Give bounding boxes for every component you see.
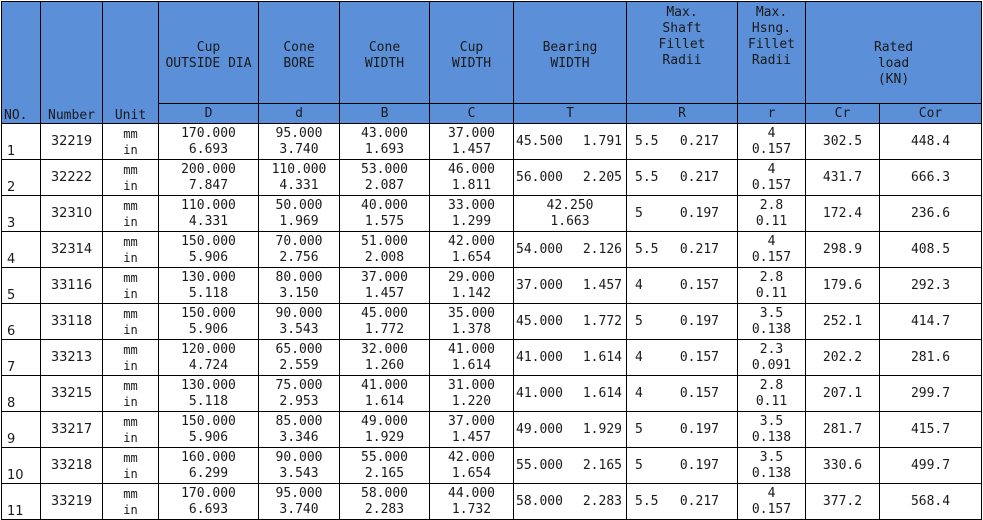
cell-R: 4 0.157 [627,268,738,304]
cell-r: 4 0.157 [738,124,806,160]
cell-Cr: 377.2 [806,484,880,520]
table-row [2,160,982,196]
cell-D: 160.000 6.299 [159,448,259,484]
cell-B: 51.000 2.008 [340,232,430,268]
cell-B: 45.000 1.772 [340,304,430,340]
cell-Cor: 448.4 [880,124,982,160]
cell-unit: mm in [103,268,159,304]
cell-B: 32.000 1.260 [340,340,430,376]
cell-no: 2 [2,160,41,196]
table-row [2,268,982,304]
cell-Cor: 499.7 [880,448,982,484]
cell-R: 4 0.157 [627,340,738,376]
header-number: Number [41,2,103,124]
cell-no: 3 [2,196,41,232]
cell-d: 50.000 1.969 [259,196,340,232]
cell-r: 4 0.157 [738,484,806,520]
cell-number: 33217 [41,412,103,448]
cell-r: 2.8 0.11 [738,196,806,232]
cell-C: 35.000 1.378 [430,304,514,340]
cell-D: 150.000 5.906 [159,232,259,268]
cell-Cr: 431.7 [806,160,880,196]
cell-R: 5.5 0.217 [627,484,738,520]
cell-no: 8 [2,376,41,412]
cell-D: 130.000 5.118 [159,268,259,304]
cell-no: 6 [2,304,41,340]
cell-T: 49.000 1.929 [514,412,627,448]
cell-B: 40.000 1.575 [340,196,430,232]
cell-d: 90.000 3.543 [259,304,340,340]
cell-C: 31.000 1.220 [430,376,514,412]
cell-Cor: 666.3 [880,160,982,196]
header-no: NO. [2,2,41,124]
cell-unit: mm in [103,412,159,448]
header-cup-width: Cup WIDTH [430,2,514,104]
cell-unit: mm in [103,232,159,268]
table-row [2,448,982,484]
header-hsng-fillet-radii: Max. Hsng. Fillet Radii [738,2,806,104]
cell-T: 41.000 1.614 [514,376,627,412]
bearing-spec-table [1,1,982,520]
cell-C: 29.000 1.142 [430,268,514,304]
table-row [2,412,982,448]
cell-Cor: 236.6 [880,196,982,232]
table-row [2,376,982,412]
cell-number: 33116 [41,268,103,304]
cell-Cor: 281.6 [880,340,982,376]
cell-d: 110.000 4.331 [259,160,340,196]
cell-R: 5 0.197 [627,448,738,484]
symbol-D: D [159,104,259,124]
cell-d: 95.000 3.740 [259,484,340,520]
cell-number: 33118 [41,304,103,340]
cell-C: 42.000 1.654 [430,232,514,268]
cell-unit: mm in [103,196,159,232]
cell-d: 80.000 3.150 [259,268,340,304]
cell-T: 45.000 1.772 [514,304,627,340]
cell-d: 75.000 2.953 [259,376,340,412]
cell-Cr: 172.4 [806,196,880,232]
cell-unit: mm in [103,484,159,520]
cell-r: 2.8 0.11 [738,376,806,412]
cell-D: 170.000 6.693 [159,484,259,520]
cell-unit: mm in [103,448,159,484]
cell-number: 33218 [41,448,103,484]
cell-number: 33215 [41,376,103,412]
cell-D: 170.000 6.693 [159,124,259,160]
cell-number: 33219 [41,484,103,520]
cell-R: 4 0.157 [627,376,738,412]
cell-B: 43.000 1.693 [340,124,430,160]
cell-unit: mm in [103,376,159,412]
cell-T: 45.500 1.791 [514,124,627,160]
symbol-C: C [430,104,514,124]
table-row [2,232,982,268]
table-row [2,196,982,232]
cell-T: 37.000 1.457 [514,268,627,304]
header-unit: Unit [103,2,159,124]
cell-no: 4 [2,232,41,268]
cell-B: 58.000 2.283 [340,484,430,520]
cell-no: 7 [2,340,41,376]
cell-B: 53.000 2.087 [340,160,430,196]
cell-C: 37.000 1.457 [430,412,514,448]
cell-number: 32219 [41,124,103,160]
symbol-Cr: Cr [806,104,880,124]
symbol-d: d [259,104,340,124]
cell-D: 130.000 5.118 [159,376,259,412]
header-cone-width: Cone WIDTH [340,2,430,104]
cell-number: 32310 [41,196,103,232]
cell-B: 49.000 1.929 [340,412,430,448]
cell-no: 1 [2,124,41,160]
cell-T: 41.000 1.614 [514,340,627,376]
header-cup-outside-dia: Cup OUTSIDE DIA [159,2,259,104]
cell-Cr: 298.9 [806,232,880,268]
cell-Cr: 252.1 [806,304,880,340]
cell-unit: mm in [103,124,159,160]
cell-Cr: 281.7 [806,412,880,448]
cell-T: 54.000 2.126 [514,232,627,268]
cell-unit: mm in [103,340,159,376]
cell-d: 65.000 2.559 [259,340,340,376]
cell-Cor: 408.5 [880,232,982,268]
cell-no: 11 [2,484,41,520]
header-bearing-width: Bearing WIDTH [514,2,627,104]
cell-D: 200.000 7.847 [159,160,259,196]
symbol-r: r [738,104,806,124]
cell-C: 42.000 1.654 [430,448,514,484]
table-row [2,340,982,376]
cell-Cor: 415.7 [880,412,982,448]
cell-C: 33.000 1.299 [430,196,514,232]
cell-Cr: 179.6 [806,268,880,304]
cell-d: 90.000 3.543 [259,448,340,484]
table-row [2,304,982,340]
cell-T: 58.000 2.283 [514,484,627,520]
cell-C: 44.000 1.732 [430,484,514,520]
cell-C: 37.000 1.457 [430,124,514,160]
cell-T: 42.250 1.663 [514,196,627,232]
cell-d: 70.000 2.756 [259,232,340,268]
cell-Cr: 330.6 [806,448,880,484]
cell-no: 5 [2,268,41,304]
table-row [2,124,982,160]
symbol-T: T [514,104,627,124]
cell-r: 2.3 0.091 [738,340,806,376]
cell-r: 2.8 0.11 [738,268,806,304]
cell-R: 5 0.197 [627,412,738,448]
cell-number: 33213 [41,340,103,376]
cell-r: 3.5 0.138 [738,412,806,448]
cell-C: 46.000 1.811 [430,160,514,196]
header-shaft-fillet-radii: Max. Shaft Fillet Radii [627,2,738,104]
cell-B: 55.000 2.165 [340,448,430,484]
cell-number: 32314 [41,232,103,268]
cell-D: 120.000 4.724 [159,340,259,376]
cell-no: 9 [2,412,41,448]
cell-number: 32222 [41,160,103,196]
cell-Cor: 568.4 [880,484,982,520]
cell-T: 55.000 2.165 [514,448,627,484]
table-row [2,484,982,520]
table-body [2,124,982,520]
cell-R: 5.5 0.217 [627,124,738,160]
cell-R: 5.5 0.217 [627,232,738,268]
cell-C: 41.000 1.614 [430,340,514,376]
cell-Cor: 299.7 [880,376,982,412]
cell-unit: mm in [103,304,159,340]
symbol-B: B [340,104,430,124]
cell-d: 85.000 3.346 [259,412,340,448]
cell-Cor: 292.3 [880,268,982,304]
cell-no: 10 [2,448,41,484]
cell-r: 3.5 0.138 [738,304,806,340]
cell-D: 150.000 5.906 [159,304,259,340]
cell-r: 3.5 0.138 [738,448,806,484]
cell-B: 37.000 1.457 [340,268,430,304]
symbol-R: R [627,104,738,124]
cell-T: 56.000 2.205 [514,160,627,196]
cell-D: 110.000 4.331 [159,196,259,232]
cell-Cr: 207.1 [806,376,880,412]
cell-Cor: 414.7 [880,304,982,340]
cell-D: 150.000 5.906 [159,412,259,448]
cell-r: 4 0.157 [738,232,806,268]
cell-d: 95.000 3.740 [259,124,340,160]
cell-r: 4 0.157 [738,160,806,196]
header-row [2,2,982,104]
header-cone-bore: Cone BORE [259,2,340,104]
cell-Cr: 202.2 [806,340,880,376]
cell-B: 41.000 1.614 [340,376,430,412]
symbol-Cor: Cor [880,104,982,124]
cell-unit: mm in [103,160,159,196]
cell-R: 5 0.197 [627,196,738,232]
cell-R: 5.5 0.217 [627,160,738,196]
header-rated-load: Rated load (KN) [806,2,982,104]
cell-R: 5 0.197 [627,304,738,340]
cell-Cr: 302.5 [806,124,880,160]
